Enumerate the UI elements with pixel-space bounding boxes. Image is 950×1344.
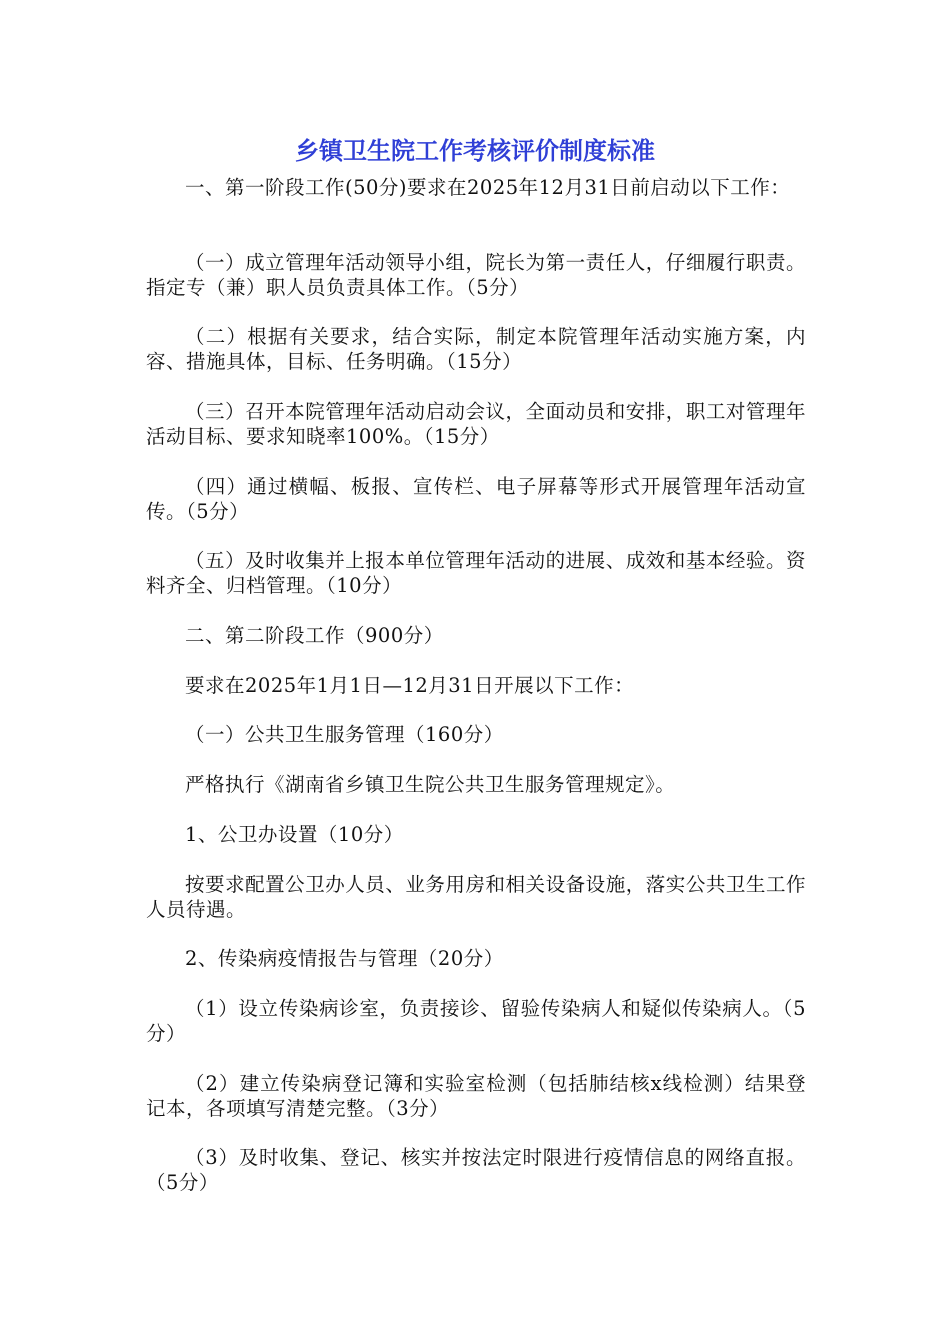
paragraph-item-3: （三）召开本院管理年活动启动会议，全面动员和安排，职工对管理年活动目标、要求知晓率100%。（15分）: [146, 400, 806, 448]
paragraph-item-5: （五）及时收集并上报本单位管理年活动的进展、成效和基本经验。资料齐全、归档管理。（10分）: [146, 549, 806, 597]
paragraph-stage-one: 一、第一阶段工作(50分)要求在2025年12月31日前启动以下工作：: [185, 176, 791, 199]
paragraph-epidemic-item-2: （2）建立传染病登记簿和实验室检测（包括肺结核x线检测）结果登记本，各项填写清楚完整。（3分）: [146, 1072, 806, 1120]
paragraph-item-4: （四）通过横幅、板报、宣传栏、电子屏幕等形式开展管理年活动宣传。（5分）: [146, 475, 806, 523]
paragraph-office-setup: 按要求配置公卫办人员、业务用房和相关设备设施，落实公共卫生工作人员待遇。: [146, 873, 806, 921]
paragraph-public-health-rule: 严格执行《湖南省乡镇卫生院公共卫生服务管理规定》。: [185, 773, 676, 796]
paragraph-epidemic-item-3: （3）及时收集、登记、核实并按法定时限进行疫情信息的网络直报。（5分）: [146, 1146, 806, 1194]
paragraph-epidemic-heading: 2、传染病疫情报告与管理（20分）: [185, 947, 504, 970]
paragraph-stage-two: 二、第二阶段工作（900分）: [185, 624, 444, 647]
paragraph-epidemic-item-1: （1）设立传染病诊室，负责接诊、留验传染病人和疑似传染病人。（5分）: [146, 997, 806, 1045]
page-title: 乡镇卫生院工作考核评价制度标准: [295, 137, 655, 165]
paragraph-item-1: （一）成立管理年活动领导小组，院长为第一责任人，仔细履行职责。指定专（兼）职人员负责具体工作。（5分）: [146, 251, 806, 299]
paragraph-office-setup-heading: 1、公卫办设置（10分）: [185, 823, 404, 846]
paragraph-public-health-heading: （一）公共卫生服务管理（160分）: [185, 723, 504, 746]
paragraph-stage-two-requirement: 要求在2025年1月1日—12月31日开展以下工作：: [185, 674, 635, 697]
paragraph-item-2: （二）根据有关要求，结合实际，制定本院管理年活动实施方案，内容、措施具体，目标、任务明确。（15分）: [146, 325, 806, 373]
